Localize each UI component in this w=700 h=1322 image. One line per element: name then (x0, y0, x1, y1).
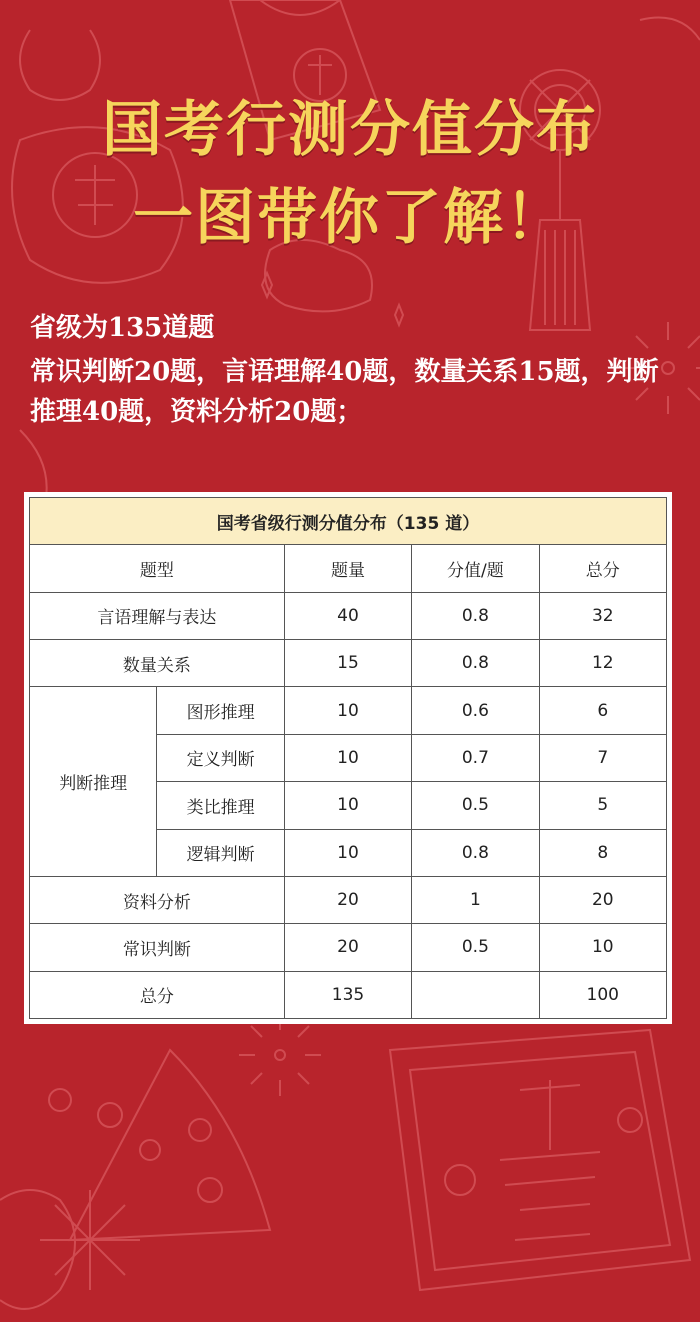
table-caption: 国考省级行测分值分布（135 道） (30, 498, 667, 545)
row-count: 20 (284, 876, 411, 923)
row-total: 12 (539, 640, 666, 687)
row-type: 类比推理 (157, 782, 284, 829)
row-count: 10 (284, 734, 411, 781)
row-total: 6 (539, 687, 666, 734)
firework-icon (239, 1014, 321, 1096)
score-table-card (24, 492, 672, 1024)
table-row (30, 924, 667, 971)
row-count: 15 (284, 640, 411, 687)
fu-plaque-icon (390, 1030, 690, 1290)
intro-question-breakdown: 常识判断20题，言语理解40题，数量关系15题，判断推理40题，资料分析20题； (30, 357, 659, 427)
row-score-per: 0.7 (412, 734, 539, 781)
row-count: 10 (284, 782, 411, 829)
row-score-per: 0.5 (412, 924, 539, 971)
row-total: 32 (539, 592, 666, 639)
row-type: 数量关系 (30, 640, 285, 687)
row-type: 图形推理 (157, 687, 284, 734)
row-total: 7 (539, 734, 666, 781)
row-type: 常识判断 (30, 924, 285, 971)
row-score-per: 0.6 (412, 687, 539, 734)
row-score-per: 1 (412, 876, 539, 923)
row-total: 8 (539, 829, 666, 876)
group-label: 判断推理 (30, 687, 157, 876)
row-count: 20 (284, 924, 411, 971)
header-total: 总分 (539, 545, 666, 592)
folding-fan-icon (0, 1050, 270, 1309)
table-row (30, 592, 667, 639)
page-title-line-2: 一图带你了解！ (133, 183, 567, 253)
row-score-per: 0.8 (412, 592, 539, 639)
intro-total-questions: 省级为135道题 (30, 313, 215, 343)
table-row (30, 876, 667, 923)
row-score-per: 0.8 (412, 829, 539, 876)
page-title-line-1: 国考行测分值分布 (102, 95, 598, 165)
row-type: 定义判断 (157, 734, 284, 781)
score-distribution-table (29, 497, 667, 1019)
row-total: 10 (539, 924, 666, 971)
row-count: 10 (284, 687, 411, 734)
row-type: 言语理解与表达 (30, 592, 285, 639)
row-count: 10 (284, 829, 411, 876)
header-count: 题量 (284, 545, 411, 592)
row-total: 100 (539, 971, 666, 1018)
row-count: 40 (284, 592, 411, 639)
table-row (30, 687, 667, 734)
row-score-per (412, 971, 539, 1018)
row-type: 总分 (30, 971, 285, 1018)
header-score-per: 分值/题 (412, 545, 539, 592)
row-total: 5 (539, 782, 666, 829)
row-score-per: 0.5 (412, 782, 539, 829)
header-type: 题型 (30, 545, 285, 592)
row-total: 20 (539, 876, 666, 923)
row-type: 逻辑判断 (157, 829, 284, 876)
table-row (30, 640, 667, 687)
row-count: 135 (284, 971, 411, 1018)
table-row-total (30, 971, 667, 1018)
row-score-per: 0.8 (412, 640, 539, 687)
row-type: 资料分析 (30, 876, 285, 923)
